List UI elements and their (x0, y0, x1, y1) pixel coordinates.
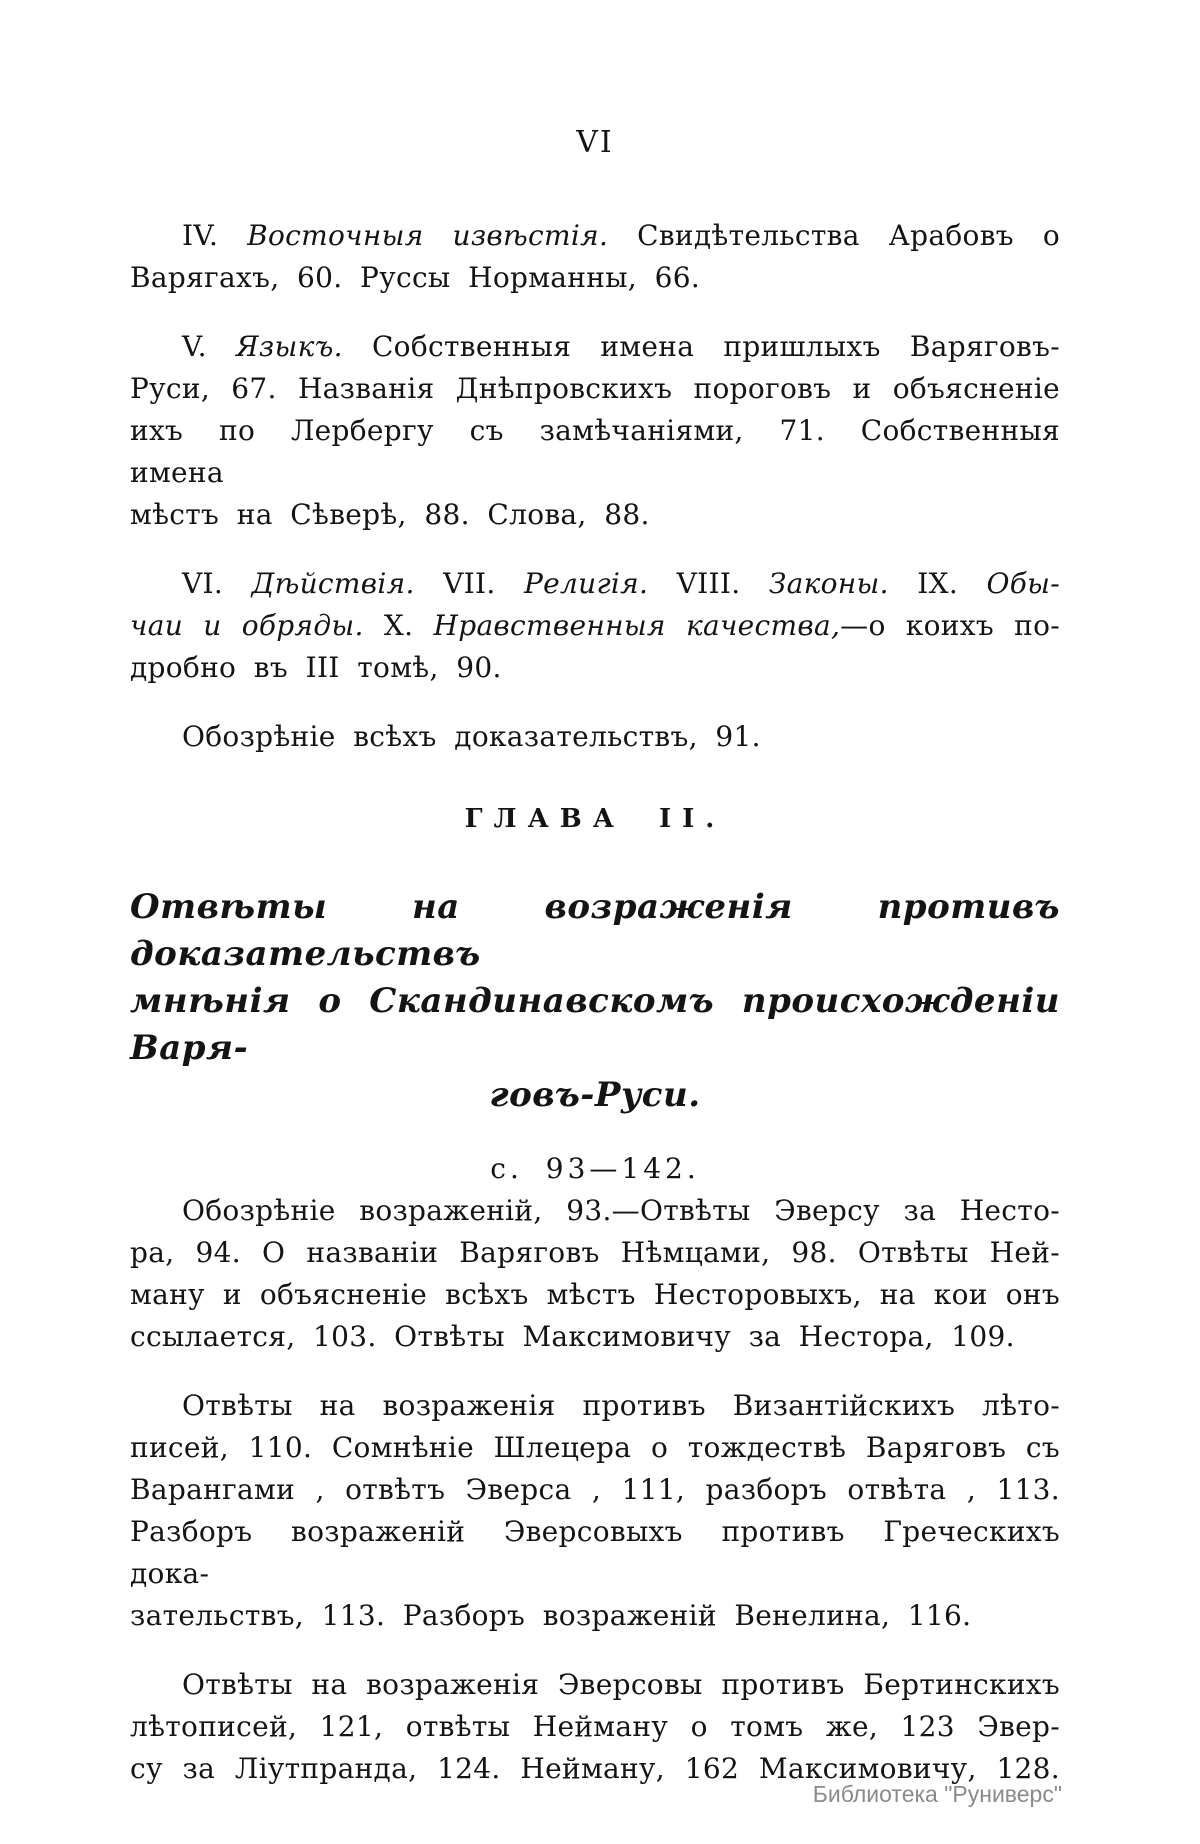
text-segment: X. (363, 609, 434, 642)
text-segment: VII. (414, 567, 524, 600)
italic-text-segment: Обы- (986, 567, 1060, 600)
text-segment: Отвѣты на возраженія Эверсовы противъ Бертинскихъ (182, 1668, 1060, 1701)
text-line (130, 1706, 1060, 1748)
text-line (130, 647, 1060, 689)
text-line (130, 368, 1060, 410)
toc-paragraph (130, 1664, 1060, 1790)
text-segment: ра, 94. О названіи Варяговъ Нѣмцами, 98. Отвѣты Ней- (130, 1236, 1060, 1269)
italic-text-segment: Дѣйствія. (251, 567, 415, 600)
page-number: VI (576, 125, 614, 160)
toc-section-top (130, 215, 1060, 758)
text-segment: дробно въ III томѣ, 90. (130, 651, 502, 684)
text-segment: мѣстъ на Сѣверѣ, 88. Слова, 88. (130, 498, 650, 531)
text-segment: ману и объясненіе всѣхъ мѣстъ Несторовыхъ, на кои онъ (130, 1278, 1060, 1311)
italic-text-segment: Восточныя извѣстія. (247, 219, 609, 252)
chapter-pages-range: с. 93—142. (490, 1152, 700, 1185)
toc-paragraph (130, 1190, 1060, 1358)
italic-text-segment: Языкъ. (236, 330, 343, 363)
chapter-title (130, 884, 1060, 1119)
toc-paragraph (130, 1385, 1060, 1637)
text-segment: Варягахъ, 60. Руссы Норманны, 66. (130, 261, 701, 294)
text-line (130, 1190, 1060, 1232)
toc-paragraph (130, 716, 1060, 758)
text-segment: IV. (182, 219, 248, 252)
toc-paragraph (130, 563, 1060, 689)
text-column (130, 0, 1060, 1817)
text-line (130, 1595, 1060, 1637)
text-line (130, 605, 1060, 647)
text-segment: писей, 110. Сомнѣніе Шлецера о тождествѣ Варяговъ съ (130, 1431, 1060, 1464)
text-line (130, 1274, 1060, 1316)
text-line (130, 494, 1060, 536)
text-segment: Отвѣты на возраженія противъ Византійскихъ лѣто- (182, 1389, 1060, 1422)
text-segment: Руси, 67. Названія Днѣпровскихъ пороговъ и объясненіе (130, 372, 1060, 405)
text-line (130, 1316, 1060, 1358)
text-line (130, 410, 1060, 494)
text-segment: IX. (888, 567, 987, 600)
text-segment: ссылается, 103. Отвѣты Максимовичу за Нестора, 109. (130, 1320, 1015, 1353)
chapter-title-line: мнѣнія о Скандинавскомъ происхожденіи Варя- (130, 981, 1060, 1068)
text-segment: ихъ по Лербергу съ замѣчаніями, 71. Собственныя имена (130, 414, 1060, 489)
text-segment: Варангами , отвѣтъ Эверса , 111, разборъ отвѣта , 113. (130, 1473, 1060, 1506)
italic-text-segment: Религія. (523, 567, 649, 600)
chapter-title-line: Отвѣты на возраженія противъ доказательствъ (130, 887, 1060, 974)
text-line (130, 1469, 1060, 1511)
text-segment: су за Ліутпранда, 124. Нейману, 162 Максимовичу, 128. (130, 1752, 1060, 1785)
toc-section-bottom (130, 1190, 1060, 1790)
text-segment: лѣтописей, 121, отвѣты Нейману о томъ же, 123 Эвер- (130, 1710, 1060, 1743)
text-line (130, 257, 1060, 299)
text-line (130, 215, 1060, 257)
text-segment: Свидѣтельства Арабовъ о (608, 219, 1060, 252)
italic-text-segment: чаи и обряды. (130, 609, 364, 642)
text-segment: VIII. (648, 567, 769, 600)
text-segment: Обозрѣніе всѣхъ доказательствъ, 91. (182, 720, 761, 753)
chapter-title-line: говъ-Руси. (489, 1075, 701, 1115)
text-segment: VI. (182, 567, 252, 600)
text-segment: зательствъ, 113. Разборъ возраженій Венелина, 116. (130, 1599, 972, 1632)
italic-text-segment: Законы. (768, 567, 889, 600)
toc-paragraph (130, 326, 1060, 536)
text-line (130, 563, 1060, 605)
text-line (130, 1511, 1060, 1595)
text-segment: Собственныя имена пришлыхъ Варяговъ- (342, 330, 1060, 363)
chapter-heading: ГЛАВА II. (464, 804, 726, 834)
text-line (130, 716, 1060, 758)
text-line (130, 1232, 1060, 1274)
text-segment: Разборъ возраженій Эверсовыхъ противъ Греческихъ дока- (130, 1515, 1060, 1590)
text-segment: V. (182, 330, 236, 363)
text-line (130, 1427, 1060, 1469)
italic-text-segment: Нравственныя качества, (433, 609, 841, 642)
library-watermark: Библиотека "Руниверс" (812, 1781, 1062, 1807)
text-segment: —о коихъ по- (840, 609, 1060, 642)
toc-paragraph (130, 215, 1060, 299)
text-line (130, 326, 1060, 368)
text-segment: Обозрѣніе возраженій, 93.—Отвѣты Эверсу за Несто- (182, 1194, 1060, 1227)
text-line (130, 1385, 1060, 1427)
text-line (130, 1664, 1060, 1706)
